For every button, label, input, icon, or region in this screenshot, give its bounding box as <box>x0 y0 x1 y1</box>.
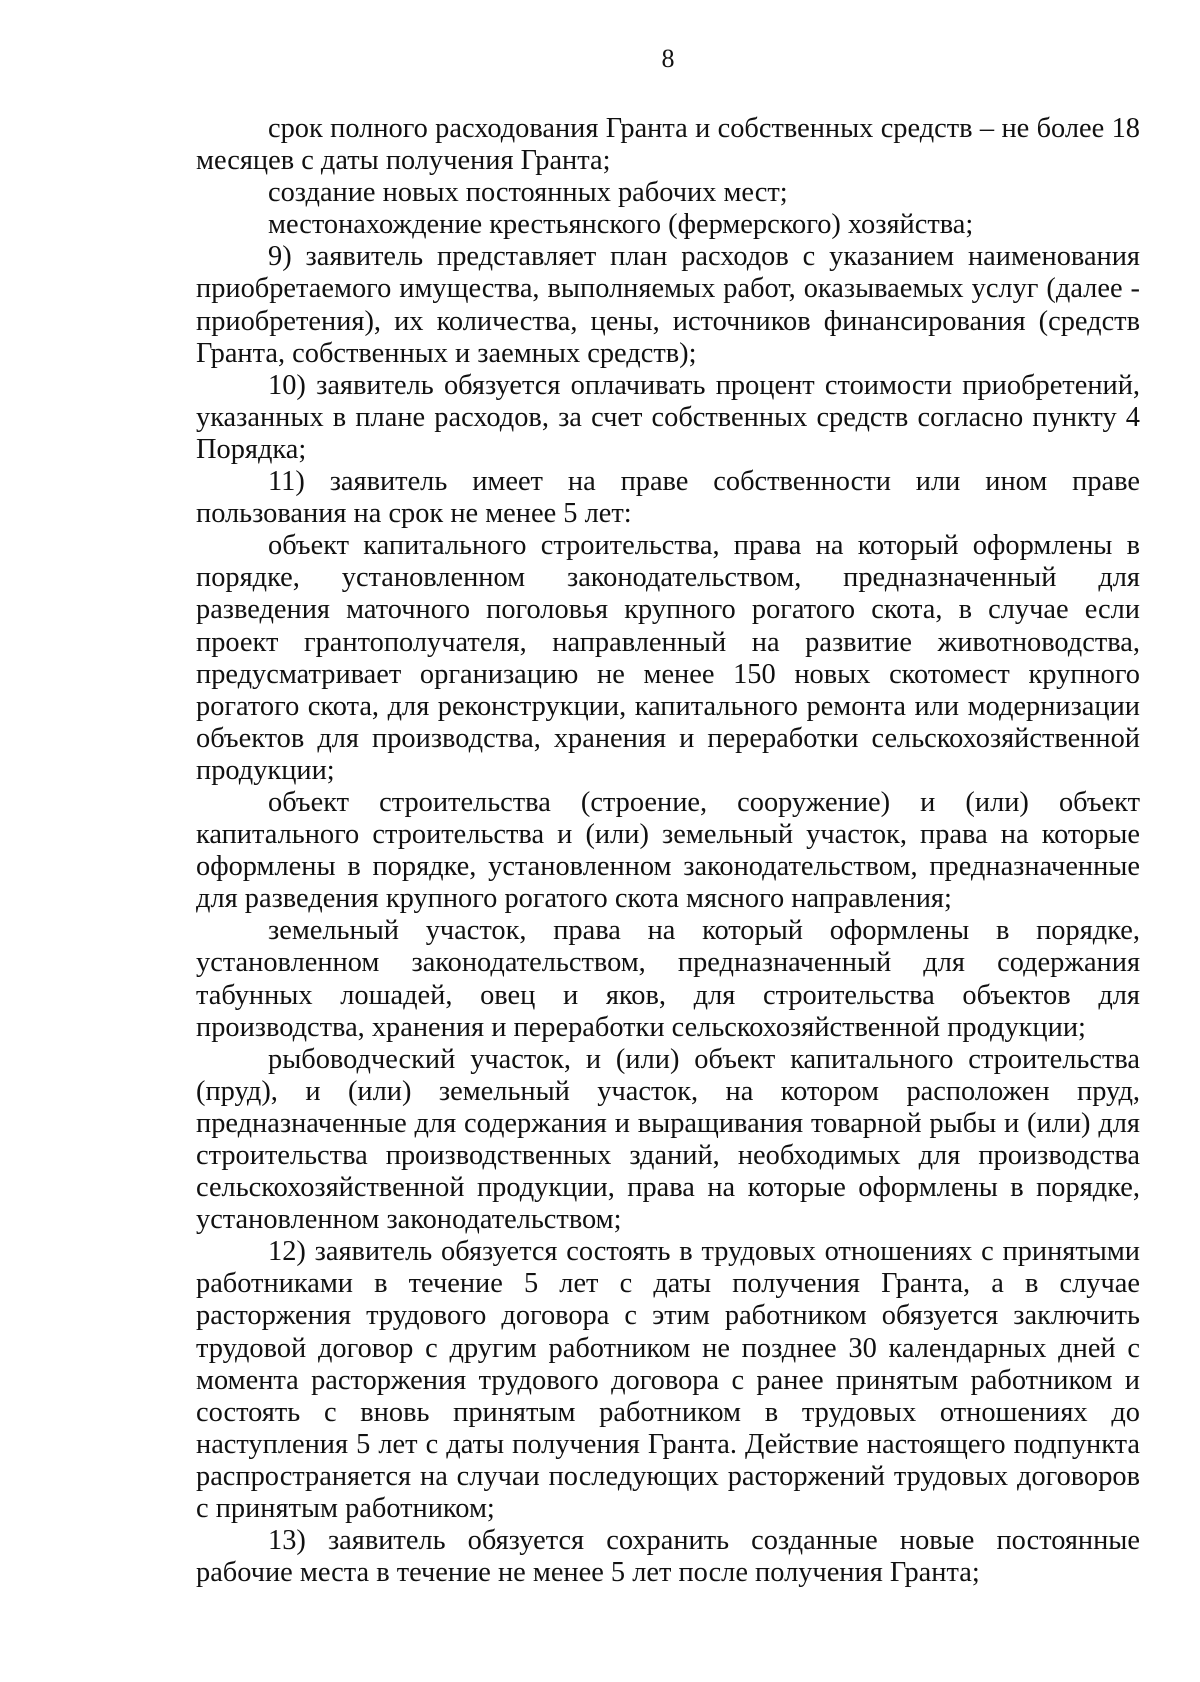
document-body <box>196 113 1140 1589</box>
paragraph-new-jobs: создание новых постоянных рабочих мест; <box>268 177 788 209</box>
paragraph-grant-spending-term: срок полного расходования Гранта и собственных средств – не более 18 месяцев с даты получения Гранта; <box>196 113 1140 177</box>
paragraph-item-13: 13) заявитель обязуется сохранить созданные новые постоянные рабочие места в течение не менее 5 лет после получения Гранта; <box>196 1525 1140 1589</box>
page-number: 8 <box>661 44 675 73</box>
paragraph-construction-object: объект строительства (строение, сооружение) и (или) объект капитального строительства и (или) земельный участок, права на которые оформлены в порядке, установленном законодательством, предназначенные для разведения крупного рогатого скота мясного направления; <box>196 786 1140 915</box>
paragraph-farm-location: местонахождение крестьянского (фермерского) хозяйства; <box>268 209 974 241</box>
paragraph-item-12: 12) заявитель обязуется состоять в трудовых отношениях с принятыми работниками в течение 5 лет с даты получения Гранта, а в случае расторжения трудового договора с этим работником обязуется заключить трудовой договор с другим работником не позднее 30 календарных дней с момента расторжения трудового договора с ранее принятым работником и состоять с вновь принятым работником в трудовых отношениях до наступления 5 лет с даты получения Гранта. Действие настоящего подпункта распространяется на случаи последующих расторжений трудовых договоров с принятым работником; <box>196 1236 1140 1525</box>
paragraph-item-11: 11) заявитель имеет на праве собственности или ином праве пользования на срок не менее 5 лет: <box>196 466 1140 530</box>
paragraph-item-9: 9) заявитель представляет план расходов с указанием наименования приобретаемого имущества, выполняемых работ, оказываемых услуг (далее - приобретения), их количества, цены, источников финансирования (средств Гранта, собственных и заемных средств); <box>196 241 1140 369</box>
paragraph-fish-farming-plot: рыбоводческий участок, и (или) объект капитального строительства (пруд), и (или) земельный участок, на котором расположен пруд, предназначенные для содержания и выращивания товарной рыбы и (или) для строительства производственных зданий, необходимых для производства сельскохозяйственной продукции, права на которые оформлены в порядке, установленном законодательством; <box>196 1043 1140 1236</box>
paragraph-capital-construction-object: объект капитального строительства, права на который оформлены в порядке, установленном законодательством, предназначенный для разведения маточного поголовья крупного рогатого скота, в случае если проект грантополучателя, направленный на развитие животноводства, предусматривает организацию не менее 150 новых скотомест крупного рогатого скота, для реконструкции, капитального ремонта или модернизации объектов для производства, хранения и переработки сельскохозяйственной продукции; <box>196 530 1140 786</box>
paragraph-item-10: 10) заявитель обязуется оплачивать процент стоимости приобретений, указанных в плане расходов, за счет собственных средств согласно пункту 4 Порядка; <box>196 369 1140 465</box>
paragraph-land-plot: земельный участок, права на который оформлены в порядке, установленном законодательством, предназначенный для содержания табунных лошадей, овец и яков, для строительства объектов для производства, хранения и переработки сельскохозяйственной продукции; <box>196 915 1140 1043</box>
